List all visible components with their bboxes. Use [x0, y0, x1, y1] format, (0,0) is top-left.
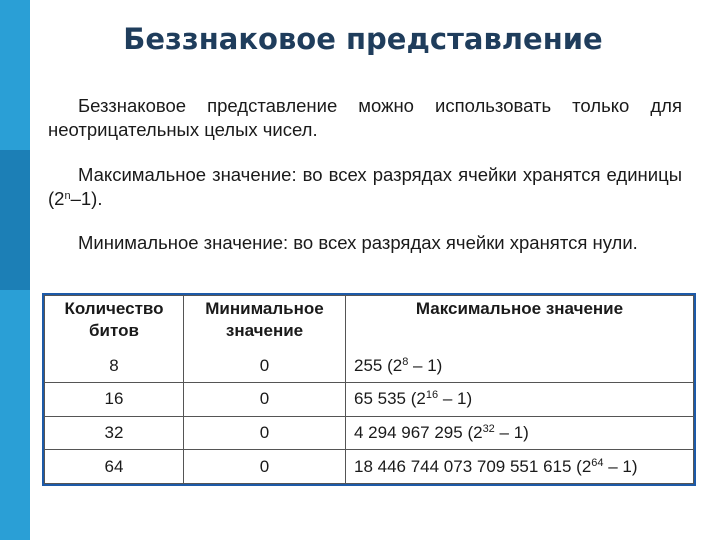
- cell-bits: 8: [45, 350, 184, 383]
- paragraph-max-value: [48, 163, 682, 211]
- cell-min: 0: [184, 416, 346, 450]
- cell-max-tail: – 1): [494, 422, 529, 442]
- cell-min: 0: [184, 350, 346, 383]
- cell-max: [346, 450, 694, 484]
- table-header-row: [45, 296, 694, 350]
- cell-min: 0: [184, 450, 346, 484]
- table-row: [45, 450, 694, 484]
- table-row: [45, 382, 694, 416]
- cell-bits: 32: [45, 416, 184, 450]
- cell-max: [346, 382, 694, 416]
- cell-max-exponent: 8: [402, 355, 409, 368]
- header-max: Максимальное значение: [346, 296, 694, 350]
- cell-min: 0: [184, 382, 346, 416]
- value-range-table: [42, 293, 696, 486]
- header-min: Минимальное значение: [184, 296, 346, 350]
- max-value-text-tail: –1).: [70, 188, 103, 209]
- header-bits: Количество битов: [45, 296, 184, 350]
- table-row: [45, 350, 694, 383]
- cell-max-tail: – 1): [438, 389, 473, 409]
- slide-title: Беззнаковое представление: [123, 22, 603, 56]
- cell-max-value: 4 294 967 295 (2: [354, 422, 483, 442]
- cell-max: [346, 416, 694, 450]
- cell-max-tail: – 1): [603, 456, 638, 476]
- cell-max-exponent: 32: [482, 422, 495, 435]
- cell-bits: 64: [45, 450, 184, 484]
- cell-max-value: 255 (2: [354, 355, 403, 375]
- cell-max-tail: – 1): [408, 355, 443, 375]
- cell-max: [346, 350, 694, 383]
- left-accent-stripe-dark: [0, 150, 30, 290]
- max-value-exponent: n: [64, 190, 71, 202]
- cell-bits: 16: [45, 382, 184, 416]
- paragraph-unsigned-usage: Беззнаковое представление можно использовать только для неотрицательных целых чисел.: [48, 95, 682, 140]
- paragraph-min-value: Минимальное значение: во всех разрядах ячейки хранятся нули.: [78, 232, 638, 253]
- table-row: [45, 416, 694, 450]
- cell-max-exponent: 64: [591, 456, 604, 469]
- cell-max-exponent: 16: [425, 389, 439, 402]
- cell-max-value: 18 446 744 073 709 551 615 (2: [354, 456, 592, 476]
- cell-max-value: 65 535 (2: [354, 389, 426, 409]
- max-value-text: Максимальное значение: во всех разрядах ячейки хранятся единицы (2: [48, 164, 682, 209]
